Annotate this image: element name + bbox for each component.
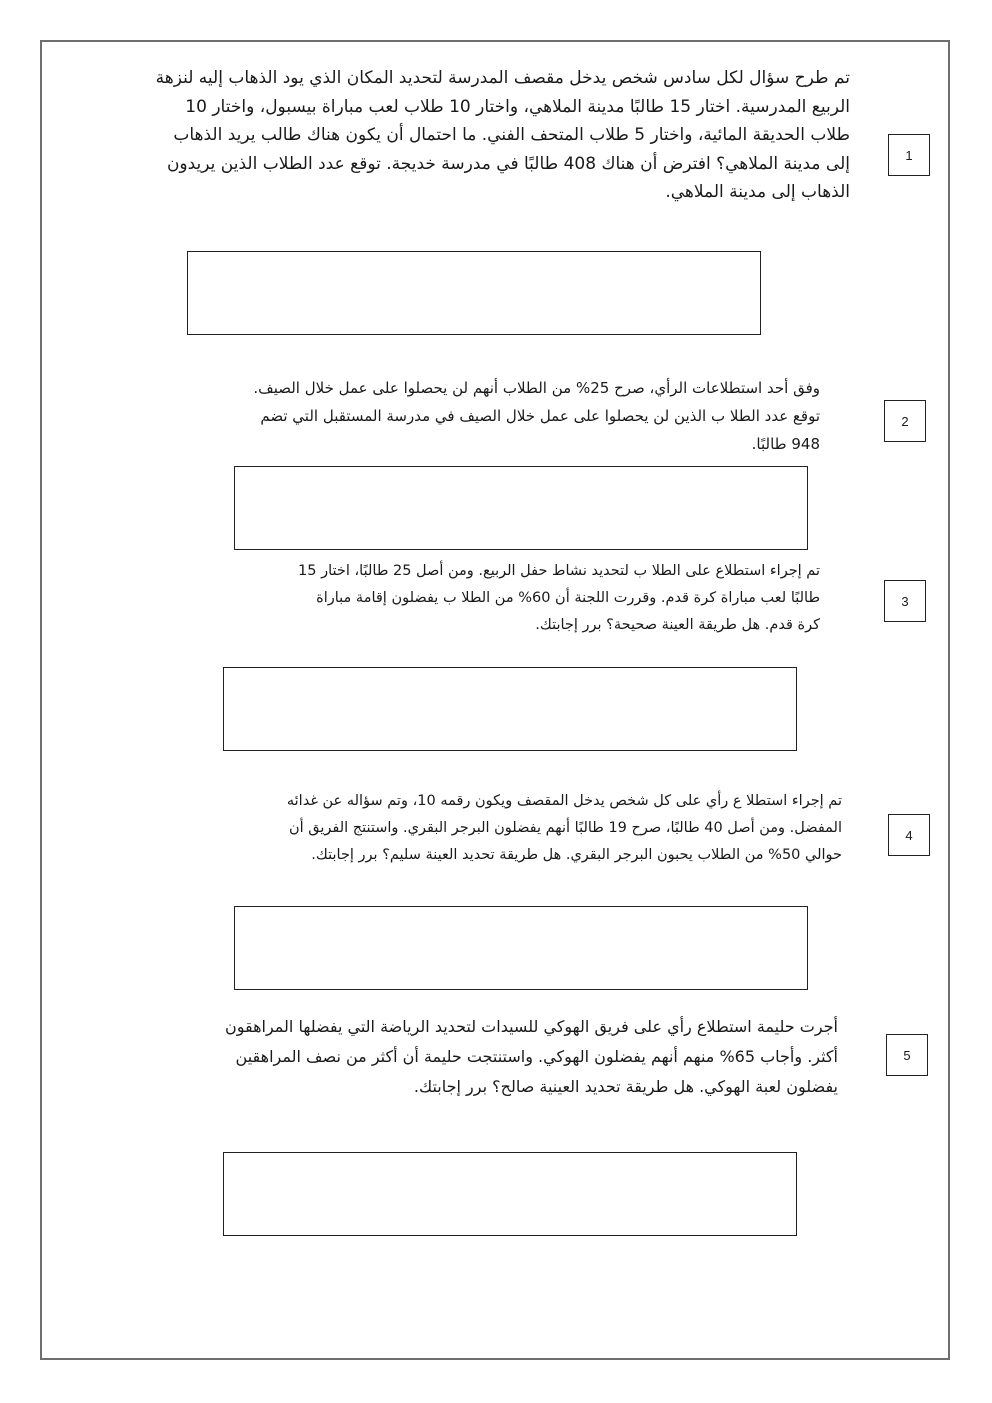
question-1-number-box	[888, 134, 930, 176]
question-5-number: 5	[903, 1047, 911, 1063]
question-1-answer-box[interactable]	[187, 251, 761, 335]
question-3-answer-box[interactable]	[223, 667, 797, 751]
question-5-text: أجرت حليمة استطلاع رأي على فريق الهوكي للسيدات لتحديد الرياضة التي يفضلها المراهقون أكثر. وأجاب 65% منهم أنهم يفضلون الهوكي. واستنتجت حليمة أن أكثر من نصف المراهقين يفضلون لعبة الهوكي. هل طريقة تحديد العينية صالح؟ برر إجابتك.	[224, 1017, 838, 1096]
question-4-text: تم إجراء استطلا ع رأي على كل شخص يدخل المقصف ويكون رقمه 10، وتم سؤاله عن غدائه المفضل. ومن أصل 40 طالبًا، صرح 19 طالبًا أنهم يفضلون البرجر البقري. واستنتج الفريق أن حوالي 50% من الطلاب يحبون البرجر البقري. هل طريقة تحديد العينة سليم؟ برر إجابتك.	[286, 793, 842, 863]
question-2-number-box	[884, 400, 926, 442]
question-2-text: وفق أحد استطلاعات الرأي، صرح 25% من الطلاب أنهم لن يحصلوا على عمل خلال الصيف. توقع عدد الطلا ب الذين لن يحصلوا على عمل خلال الصيف في مدرسة المستقبل التي تضم 948 طالبًا.	[253, 379, 820, 453]
question-3-number-box	[884, 580, 926, 622]
question-4-number-box	[888, 814, 930, 856]
question-2-number: 2	[901, 413, 909, 429]
question-1-text: تم طرح سؤال لكل سادس شخص يدخل مقصف المدرسة لتحديد المكان الذي يود الذهاب إليه لنزهة الربيع المدرسية. اختار 15 طالبًا مدينة الملاهي، واختار 10 طلاب لعب مباراة بيسبول، واختار 10 طلاب الحديقة المائية، واختار 5 طلاب المتحف الفني. ما احتمال أن يكون هناك طالب يريد الذهاب إلى مدينة الملاهي؟ افترض أن هناك 408 طالبًا في مدرسة خديجة. توقع عدد الطلاب الذين يريدون الذهاب إلى مدينة الملاهي.	[155, 68, 850, 202]
question-3-text: تم إجراء استطلاع على الطلا ب لتحديد نشاط حفل الربيع. ومن أصل 25 طالبًا، اختار 15 طالبًا لعب مباراة كرة قدم. وقررت اللجنة أن 60% من الطلا ب يفضلون إقامة مباراة كرة قدم. هل طريقة العينة صحيحة؟ برر إجابتك.	[298, 563, 820, 633]
question-2-answer-box[interactable]	[234, 466, 808, 550]
question-1-number: 1	[905, 147, 913, 163]
question-3-number: 3	[901, 593, 909, 609]
question-5-answer-box[interactable]	[223, 1152, 797, 1236]
question-4-answer-box[interactable]	[234, 906, 808, 990]
question-4-number: 4	[905, 827, 913, 843]
question-5-number-box	[886, 1034, 928, 1076]
